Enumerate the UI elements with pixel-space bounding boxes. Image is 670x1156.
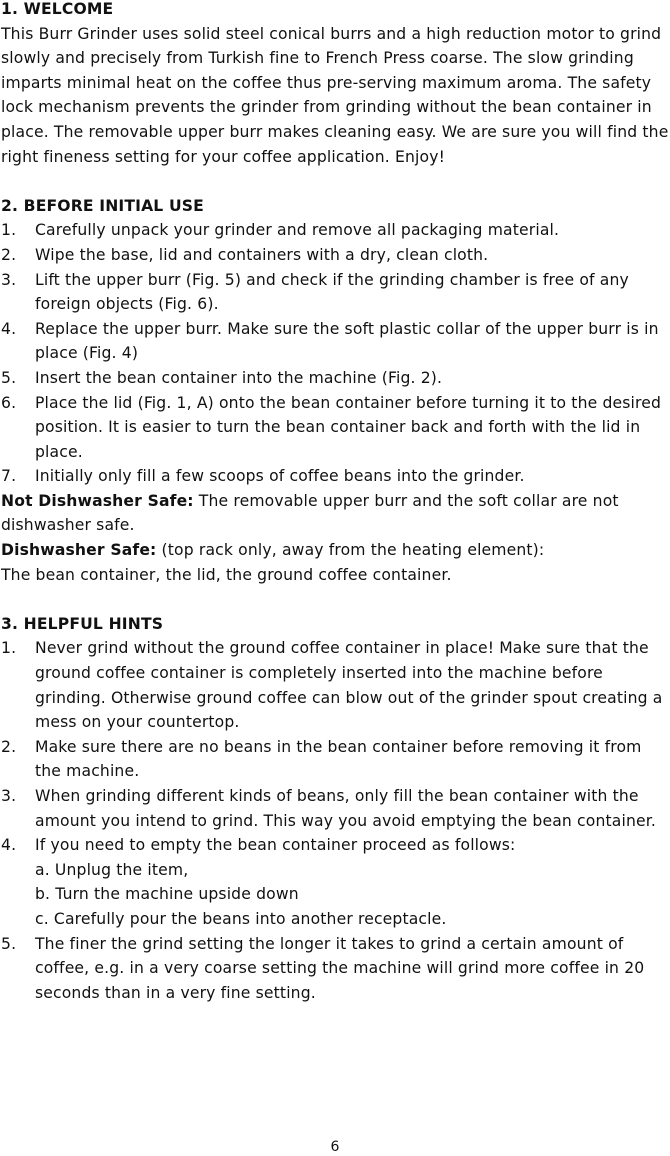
not-dishwasher-safe-note xyxy=(1,489,670,538)
section-helpful-hints xyxy=(1,612,670,1006)
step-text: Make sure there are no beans in the bean container before removing it from the machine. xyxy=(35,737,642,781)
step-number: 5. xyxy=(1,368,17,387)
step-text: Carefully unpack your grinder and remove all packaging material. xyxy=(35,221,560,240)
manual-page xyxy=(1,0,670,1005)
list-item xyxy=(1,833,670,931)
dishwasher-safe-label: Dishwasher Safe: xyxy=(1,541,157,560)
step-number: 2. xyxy=(1,737,17,756)
sub-step: a. Unplug the item, xyxy=(35,860,189,879)
dishwasher-safe-note xyxy=(1,538,670,563)
welcome-paragraph: This Burr Grinder uses solid steel conical burrs and a high reduction motor to grind slowly and precisely from Turkish fine to French Press coarse. The slow grinding imparts minimal heat on the coffee thus pre-serving maximum aroma. The safety lock mechanism prevents the grinder from grinding without the bean container in place. The removable upper burr makes cleaning easy. We are sure you will find the right fineness setting for your coffee application. Enjoy! xyxy=(1,24,669,166)
page-number: 6 xyxy=(330,1139,340,1155)
list-item xyxy=(1,317,670,366)
step-text: Place the lid (Fig. 1, A) onto the bean container before turning it to the desired position. It is easier to turn the bean container back and forth with the lid in place. xyxy=(35,393,662,461)
list-item xyxy=(1,268,670,317)
not-dishwasher-safe-text: The removable upper burr and the soft collar are not dishwasher safe. xyxy=(1,491,619,535)
dishwasher-safe-items: The bean container, the lid, the ground coffee container. xyxy=(1,565,452,584)
list-item xyxy=(1,464,670,489)
step-text: The finer the grind setting the longer it takes to grind a certain amount of coffee, e.g. in a very coarse setting the machine will grind more coffee in 20 seconds than in a very fine setting. xyxy=(35,934,645,1002)
step-number: 6. xyxy=(1,393,17,412)
step-text: Replace the upper burr. Make sure the soft plastic collar of the upper burr is in place (Fig. 4) xyxy=(35,319,659,363)
dishwasher-safe-text: (top rack only, away from the heating element): xyxy=(156,541,545,560)
step-text: When grinding different kinds of beans, only fill the bean container with the amount you intend to grind. This way you avoid emptying the bean container. xyxy=(35,787,656,830)
step-text: If you need to empty the bean container proceed as follows: xyxy=(35,836,516,855)
section-spacer xyxy=(1,169,670,194)
not-dishwasher-safe-label: Not Dishwasher Safe: xyxy=(1,491,194,510)
step-number: 1. xyxy=(1,221,17,240)
list-item xyxy=(1,932,670,1006)
step-text: Wipe the base, lid and containers with a dry, clean cloth. xyxy=(35,245,489,264)
step-number: 3. xyxy=(1,787,17,805)
step-text: Lift the upper burr (Fig. 5) and check if the grinding chamber is free of any foreign objects (Fig. 6). xyxy=(35,270,629,314)
list-item xyxy=(1,218,670,243)
list-item xyxy=(1,784,670,833)
step-number: 7. xyxy=(1,467,17,486)
step-number: 4. xyxy=(1,836,17,855)
list-item xyxy=(1,243,670,268)
list-item xyxy=(1,366,670,391)
step-number: 2. xyxy=(1,245,17,264)
list-item xyxy=(1,391,670,465)
step-number: 3. xyxy=(1,270,17,289)
step-number: 5. xyxy=(1,934,17,953)
sub-step: b. Turn the machine upside down xyxy=(35,885,299,904)
section-heading-helpful-hints: 3. HELPFUL HINTS xyxy=(1,614,164,633)
step-number: 1. xyxy=(1,639,17,658)
step-text: Initially only fill a few scoops of coffee beans into the grinder. xyxy=(35,467,525,486)
section-welcome xyxy=(1,0,670,169)
initial-use-steps xyxy=(1,218,670,489)
section-heading-welcome: 1. WELCOME xyxy=(1,0,114,18)
helpful-hints-steps xyxy=(1,636,670,1005)
list-item xyxy=(1,636,670,734)
list-item xyxy=(1,735,670,784)
section-spacer xyxy=(1,587,670,612)
step-text: Never grind without the ground coffee container in place! Make sure that the ground coffee container is completely inserted into the machine before grinding. Otherwise ground coffee can blow out of the grinder spout creating a mess on your countertop. xyxy=(35,639,663,732)
sub-step: c. Carefully pour the beans into another receptacle. xyxy=(35,909,447,928)
step-text: Insert the bean container into the machine (Fig. 2). xyxy=(35,368,443,387)
section-heading-before-initial-use: 2. BEFORE INITIAL USE xyxy=(1,196,204,215)
step-number: 4. xyxy=(1,319,17,338)
section-before-initial-use xyxy=(1,194,670,588)
